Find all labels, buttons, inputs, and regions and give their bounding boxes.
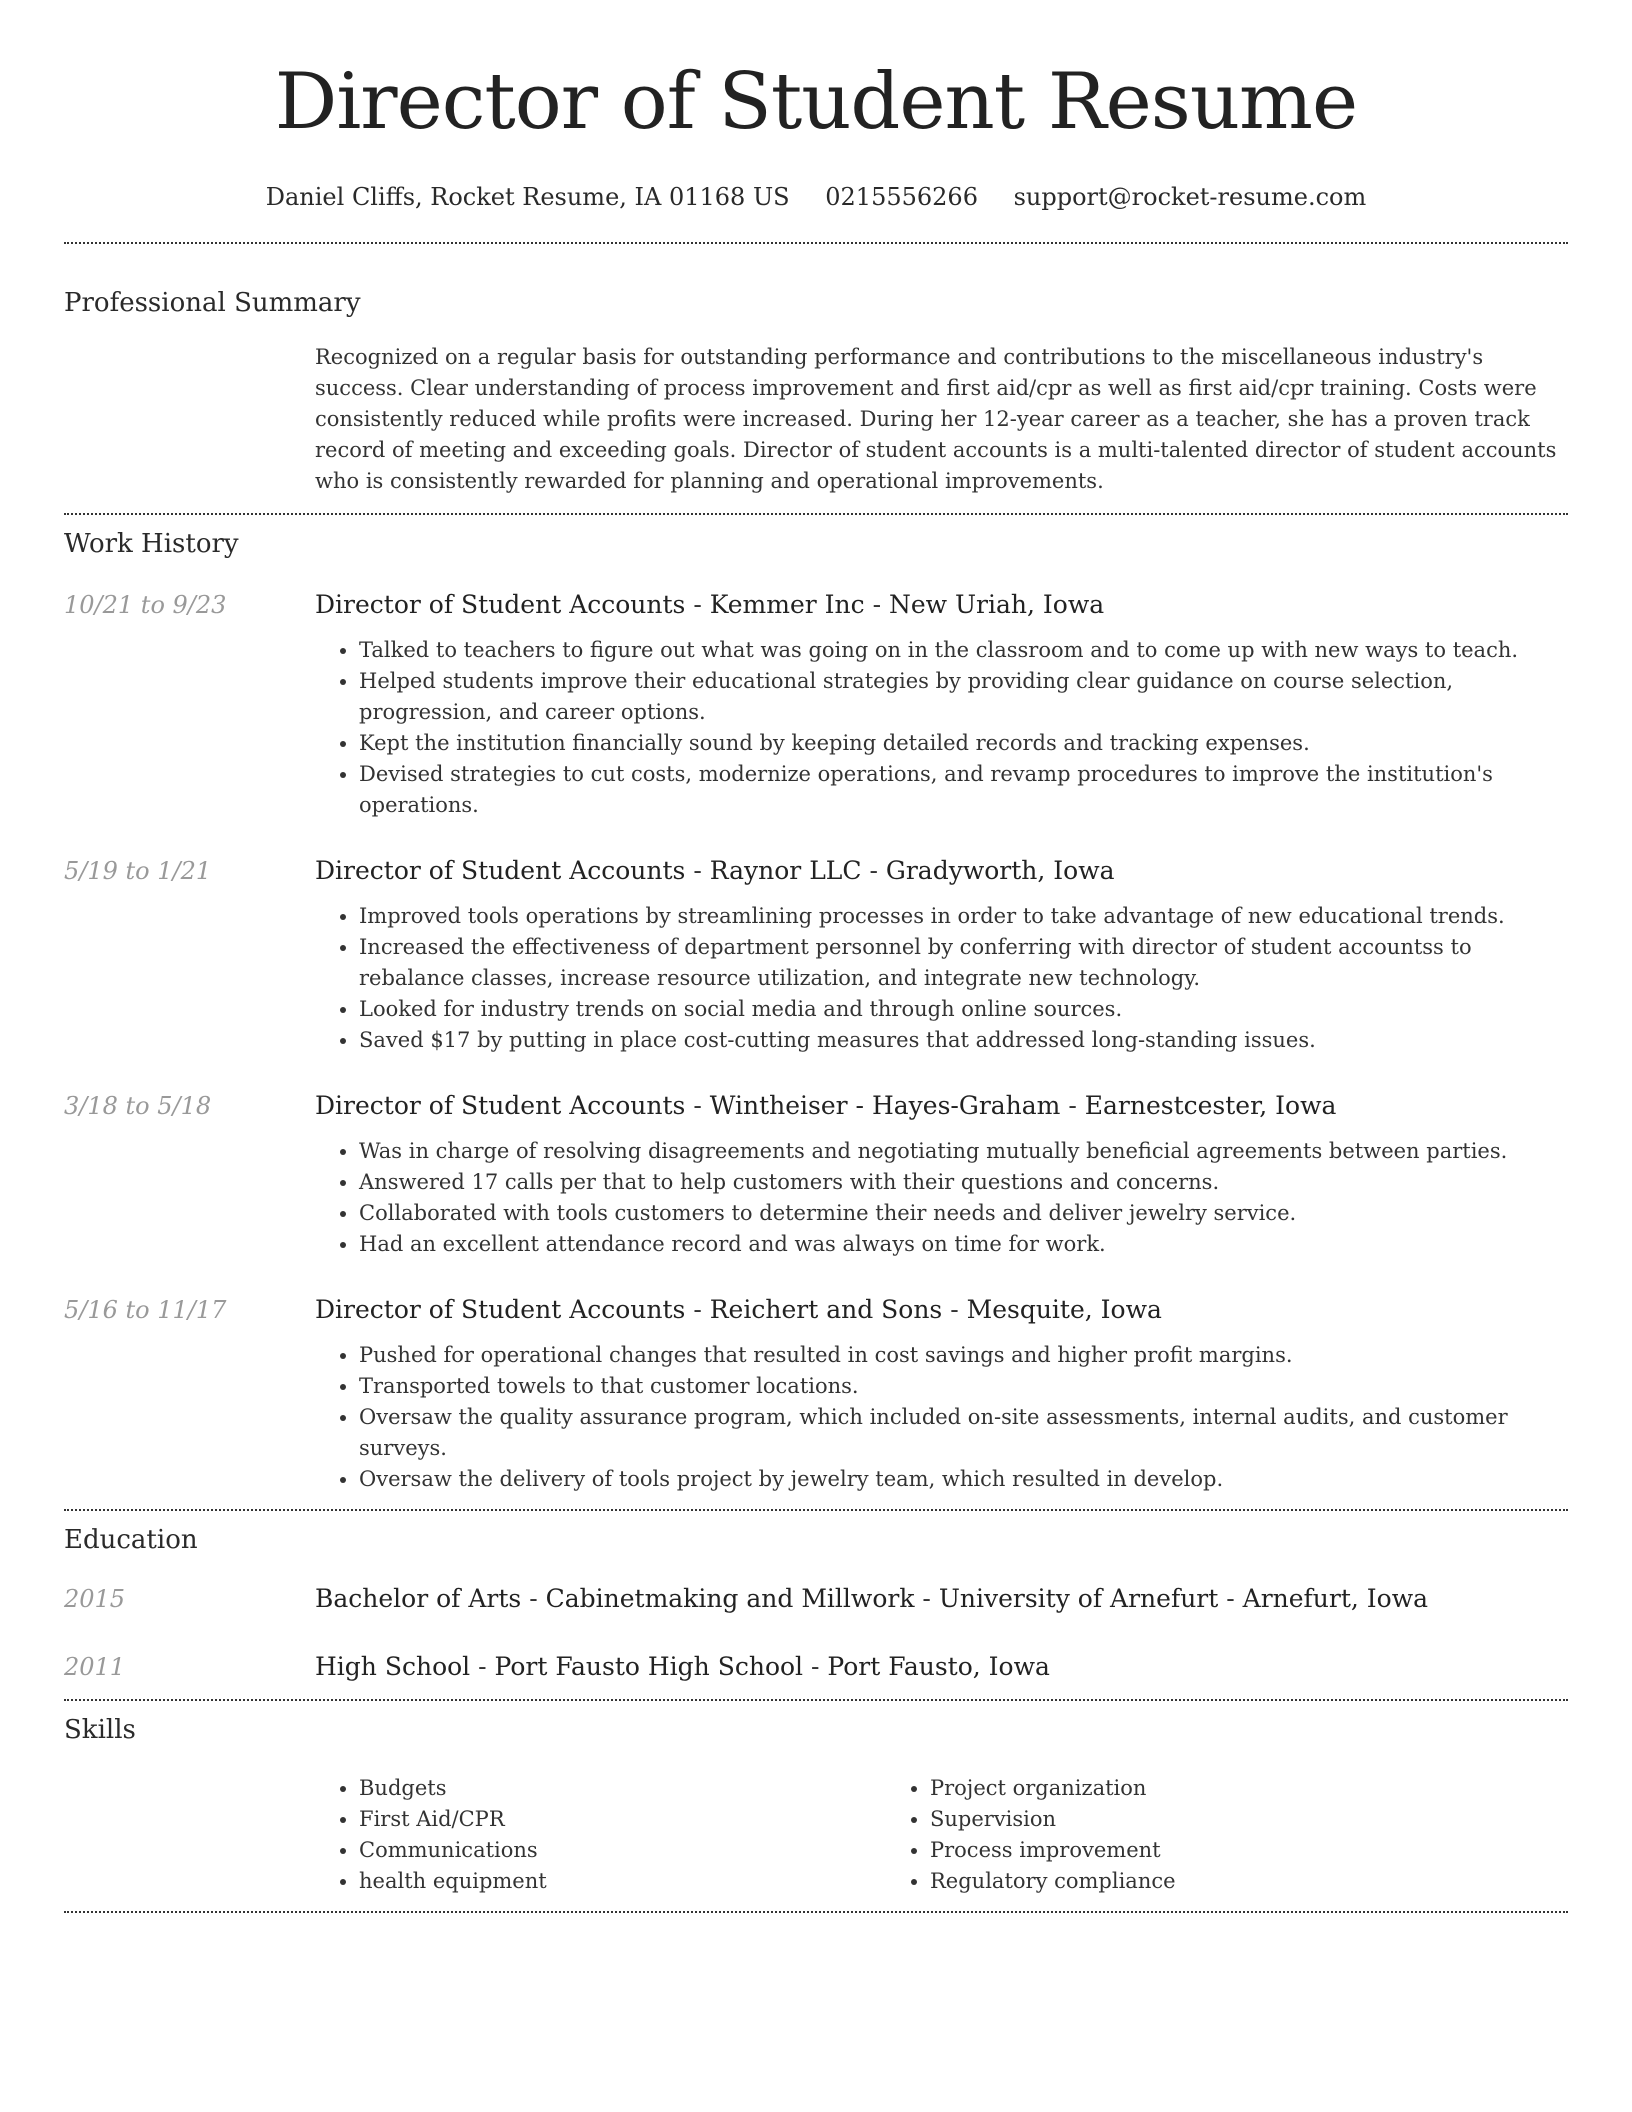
- education-degree: High School: [315, 1652, 471, 1681]
- divider: [64, 513, 1568, 515]
- separator: -: [685, 1091, 710, 1120]
- education-school: Port Fausto High School: [494, 1652, 804, 1681]
- job-bullet: • Oversaw the quality assurance program, which included on-site assessments, internal audits, and customer surveys.: [359, 1402, 1568, 1464]
- skill-item: • Budgets: [359, 1773, 886, 1804]
- job-location: New Uriah, Iowa: [888, 590, 1105, 619]
- job-title: Director of Student Accounts: [315, 1295, 686, 1324]
- job-bullet: • Answered 17 calls per that to help customers with their questions and concerns.: [359, 1167, 1568, 1198]
- job-bullets: [315, 1340, 1568, 1495]
- skills-list: [315, 1773, 1568, 1897]
- job-content: [315, 855, 1568, 1056]
- job-title: Director of Student Accounts: [315, 1091, 686, 1120]
- separator: -: [470, 1652, 495, 1681]
- skill-item: • Regulatory compliance: [930, 1866, 1457, 1897]
- job-heading: [315, 1294, 1568, 1326]
- separator: -: [864, 590, 889, 619]
- contact-phone: 0215556266: [825, 183, 978, 211]
- job-bullet: • Collaborated with tools customers to determine their needs and deliver jewelry service.: [359, 1198, 1568, 1229]
- job-content: [315, 1294, 1568, 1495]
- separator: -: [685, 1295, 710, 1324]
- education-list: [64, 1583, 1568, 1683]
- contact-email: support@rocket-resume.com: [1013, 183, 1367, 211]
- job-bullets: [315, 901, 1568, 1056]
- job-entry: [64, 1090, 1568, 1260]
- job-dates: 10/21 to 9/23: [64, 591, 227, 619]
- job-bullets: [315, 1136, 1568, 1260]
- skills-column-left: [315, 1773, 886, 1897]
- separator: -: [1218, 1584, 1243, 1613]
- skill-item: • First Aid/CPR: [359, 1804, 886, 1835]
- contact-address: Daniel Cliffs, Rocket Resume, IA 01168 US: [265, 183, 790, 211]
- job-bullet: • Oversaw the delivery of tools project by jewelry team, which resulted in develop.: [359, 1464, 1568, 1495]
- education-field: Cabinetmaking and Millwork: [545, 1584, 915, 1613]
- job-bullet: • Looked for industry trends on social media and through online sources.: [359, 994, 1568, 1025]
- separator: -: [685, 590, 710, 619]
- skill-item: • Project organization: [930, 1773, 1457, 1804]
- skill-item: • Process improvement: [930, 1835, 1457, 1866]
- job-bullet: • Pushed for operational changes that resulted in cost savings and higher profit margins.: [359, 1340, 1568, 1371]
- separator: -: [803, 1652, 828, 1681]
- job-entry: [64, 589, 1568, 821]
- job-content: [315, 1090, 1568, 1260]
- separator: -: [861, 856, 886, 885]
- education-year: 2011: [64, 1653, 126, 1681]
- education-entry: [64, 1583, 1568, 1615]
- skill-item: • Supervision: [930, 1804, 1457, 1835]
- education-year: 2015: [64, 1585, 126, 1613]
- job-bullet: • Saved $17 by putting in place cost-cutting measures that addressed long-standing issues.: [359, 1025, 1568, 1056]
- job-company: Reichert and Sons: [709, 1295, 943, 1324]
- separator: -: [914, 1584, 939, 1613]
- divider: [64, 242, 1568, 244]
- job-company: Kemmer Inc: [709, 590, 865, 619]
- education-heading: Education: [64, 1525, 198, 1555]
- job-bullet: • Increased the effectiveness of department personnel by conferring with director of student accountss to rebalance classes, increase resource utilization, and integrate new technology.: [359, 932, 1568, 994]
- job-heading: [315, 1090, 1568, 1122]
- education-heading-line: [315, 1583, 1568, 1615]
- separator: -: [1060, 1091, 1085, 1120]
- job-bullet: • Devised strategies to cut costs, modernize operations, and revamp procedures to improve the institution's operations.: [359, 759, 1568, 821]
- job-company: Raynor LLC: [709, 856, 862, 885]
- job-heading: [315, 589, 1568, 621]
- job-heading: [315, 855, 1568, 887]
- job-dates: 3/18 to 5/18: [64, 1092, 212, 1120]
- job-content: [315, 589, 1568, 821]
- job-dates: 5/16 to 11/17: [64, 1296, 227, 1324]
- job-title: Director of Student Accounts: [315, 856, 686, 885]
- job-bullet: • Transported towels to that customer locations.: [359, 1371, 1568, 1402]
- job-location: Gradyworth, Iowa: [885, 856, 1115, 885]
- divider: [64, 1699, 1568, 1701]
- education-heading-line: [315, 1651, 1568, 1683]
- education-location: Port Fausto, Iowa: [827, 1652, 1050, 1681]
- contact-line: [64, 182, 1568, 212]
- job-location: Earnestcester, Iowa: [1084, 1091, 1337, 1120]
- separator: -: [942, 1295, 967, 1324]
- work-history-heading: Work History: [64, 529, 239, 559]
- separator: -: [685, 856, 710, 885]
- job-bullet: • Had an excellent attendance record and was always on time for work.: [359, 1229, 1568, 1260]
- education-entry: [64, 1651, 1568, 1683]
- job-title: Director of Student Accounts: [315, 590, 686, 619]
- job-location: Mesquite, Iowa: [966, 1295, 1162, 1324]
- summary-text: Recognized on a regular basis for outstanding performance and contributions to the miscellaneous industry's success. Clear understanding of process improvement and first aid/cpr as well as first aid/cpr training. Costs were consistently reduced while profits were increased. During her 12-year career as a teacher, she has a proven track record of meeting and exceeding goals. Director of student accounts is a multi-talented director of student accounts who is consistently rewarded for planning and operational improvements.: [315, 345, 1557, 493]
- job-bullets: [315, 635, 1568, 821]
- page-title: Director of Student Resume: [274, 57, 1358, 147]
- job-entry: [64, 855, 1568, 1056]
- job-bullet: • Was in charge of resolving disagreements and negotiating mutually beneficial agreements between parties.: [359, 1136, 1568, 1167]
- skill-item: • Communications: [359, 1835, 886, 1866]
- work-history-list: [64, 589, 1568, 1495]
- skills-heading: Skills: [64, 1715, 136, 1745]
- job-bullet: • Improved tools operations by streamlining processes in order to take advantage of new educational trends.: [359, 901, 1568, 932]
- separator: -: [521, 1584, 546, 1613]
- divider: [64, 1911, 1568, 1913]
- education-degree: Bachelor of Arts: [315, 1584, 522, 1613]
- education-location: Arnefurt, Iowa: [1242, 1584, 1429, 1613]
- job-bullet: • Kept the institution financially sound by keeping detailed records and tracking expenses.: [359, 728, 1568, 759]
- skill-item: • health equipment: [359, 1866, 886, 1897]
- job-dates: 5/19 to 1/21: [64, 857, 212, 885]
- education-school: University of Arnefurt: [938, 1584, 1219, 1613]
- skills-column-right: [886, 1773, 1457, 1897]
- job-bullet: • Helped students improve their educational strategies by providing clear guidance on course selection, progression, and career options.: [359, 666, 1568, 728]
- divider: [64, 1509, 1568, 1511]
- job-entry: [64, 1294, 1568, 1495]
- job-company: Wintheiser - Hayes-Graham: [709, 1091, 1061, 1120]
- summary-heading: Professional Summary: [64, 288, 361, 318]
- job-bullet: • Talked to teachers to figure out what was going on in the classroom and to come up with new ways to teach.: [359, 635, 1568, 666]
